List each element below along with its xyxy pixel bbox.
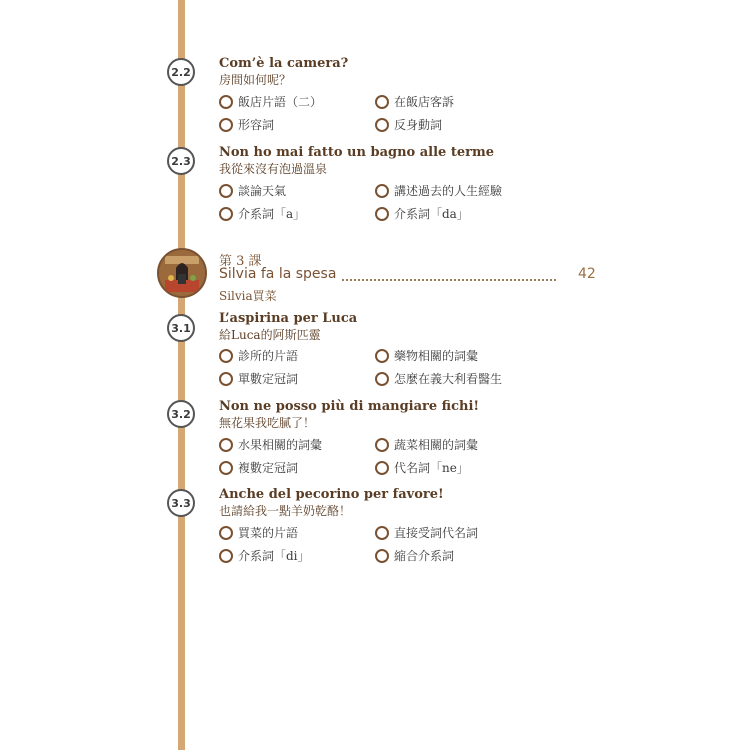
topic-item: 複數定冠詞: [219, 459, 298, 476]
topic-item: 診所的片語: [219, 347, 298, 364]
topic-item: 介系詞「a」: [219, 205, 305, 222]
section-number: 2.3: [167, 147, 195, 175]
bullet-circle-icon: [219, 461, 233, 475]
topic-item: 買菜的片語: [219, 524, 298, 541]
topic-item: 水果相關的詞彙: [219, 436, 322, 453]
bullet-circle-icon: [219, 549, 233, 563]
bullet-circle-icon: [375, 118, 389, 132]
topic-item: 反身動詞: [375, 116, 442, 133]
topic-item: 介系詞「di」: [219, 547, 310, 564]
topic-item: 縮合介系詞: [375, 547, 454, 564]
bullet-circle-icon: [375, 461, 389, 475]
section-number: 2.2: [167, 58, 195, 86]
bullet-circle-icon: [375, 438, 389, 452]
bullet-circle-icon: [375, 95, 389, 109]
section-subtitle: 房間如何呢？: [219, 73, 292, 87]
bullet-circle-icon: [219, 118, 233, 132]
topic-item: 在飯店客訴: [375, 93, 454, 110]
lesson-label: 第 3 課: [219, 254, 262, 269]
bullet-circle-icon: [375, 549, 389, 563]
topic-item: 講述過去的人生經驗: [375, 182, 502, 199]
topic-item: 代名詞「ne」: [375, 459, 469, 476]
bullet-circle-icon: [375, 526, 389, 540]
section-subtitle: 我從來沒有泡過溫泉: [219, 162, 328, 176]
topic-item: 談論天氣: [219, 182, 286, 199]
bullet-circle-icon: [219, 95, 233, 109]
lesson-subtitle: Silvia買菜: [219, 289, 277, 303]
timeline-bar: [178, 0, 185, 750]
bullet-circle-icon: [375, 372, 389, 386]
leader-dots: [342, 267, 556, 281]
bullet-circle-icon: [375, 349, 389, 363]
section-subtitle: 無花果我吃膩了！: [219, 416, 316, 430]
topic-item: 飯店片語（二）: [219, 93, 322, 110]
section-subtitle: 給Luca的阿斯匹靈: [219, 328, 321, 342]
topic-item: 介系詞「da」: [375, 205, 469, 222]
section-title: Non ho mai fatto un bagno alle terme: [219, 145, 494, 160]
topic-item: 蔬菜相關的詞彙: [375, 436, 478, 453]
topic-item: 直接受詞代名詞: [375, 524, 478, 541]
section-title: Com’è la camera?: [219, 56, 349, 71]
section-title: L’aspirina per Luca: [219, 311, 358, 326]
section-number: 3.1: [167, 314, 195, 342]
bullet-circle-icon: [219, 207, 233, 221]
topic-item: 藥物相關的詞彙: [375, 347, 478, 364]
section-title: Non ne posso più di mangiare fichi!: [219, 399, 480, 414]
lesson-illustration-icon: [157, 248, 207, 298]
section-title: Anche del pecorino per favore!: [219, 487, 444, 502]
lesson-title: Silvia fa la spesa: [219, 266, 337, 282]
bullet-circle-icon: [219, 349, 233, 363]
section-number: 3.2: [167, 400, 195, 428]
topic-item: 形容詞: [219, 116, 274, 133]
bullet-circle-icon: [219, 372, 233, 386]
bullet-circle-icon: [219, 526, 233, 540]
topic-item: 怎麼在義大利看醫生: [375, 370, 502, 387]
topic-item: 單數定冠詞: [219, 370, 298, 387]
bullet-circle-icon: [375, 207, 389, 221]
bullet-circle-icon: [375, 184, 389, 198]
section-number: 3.3: [167, 489, 195, 517]
bullet-circle-icon: [219, 184, 233, 198]
page-number: 42: [578, 266, 596, 282]
section-subtitle: 也請給我一點羊奶乾酪！: [219, 504, 352, 518]
bullet-circle-icon: [219, 438, 233, 452]
